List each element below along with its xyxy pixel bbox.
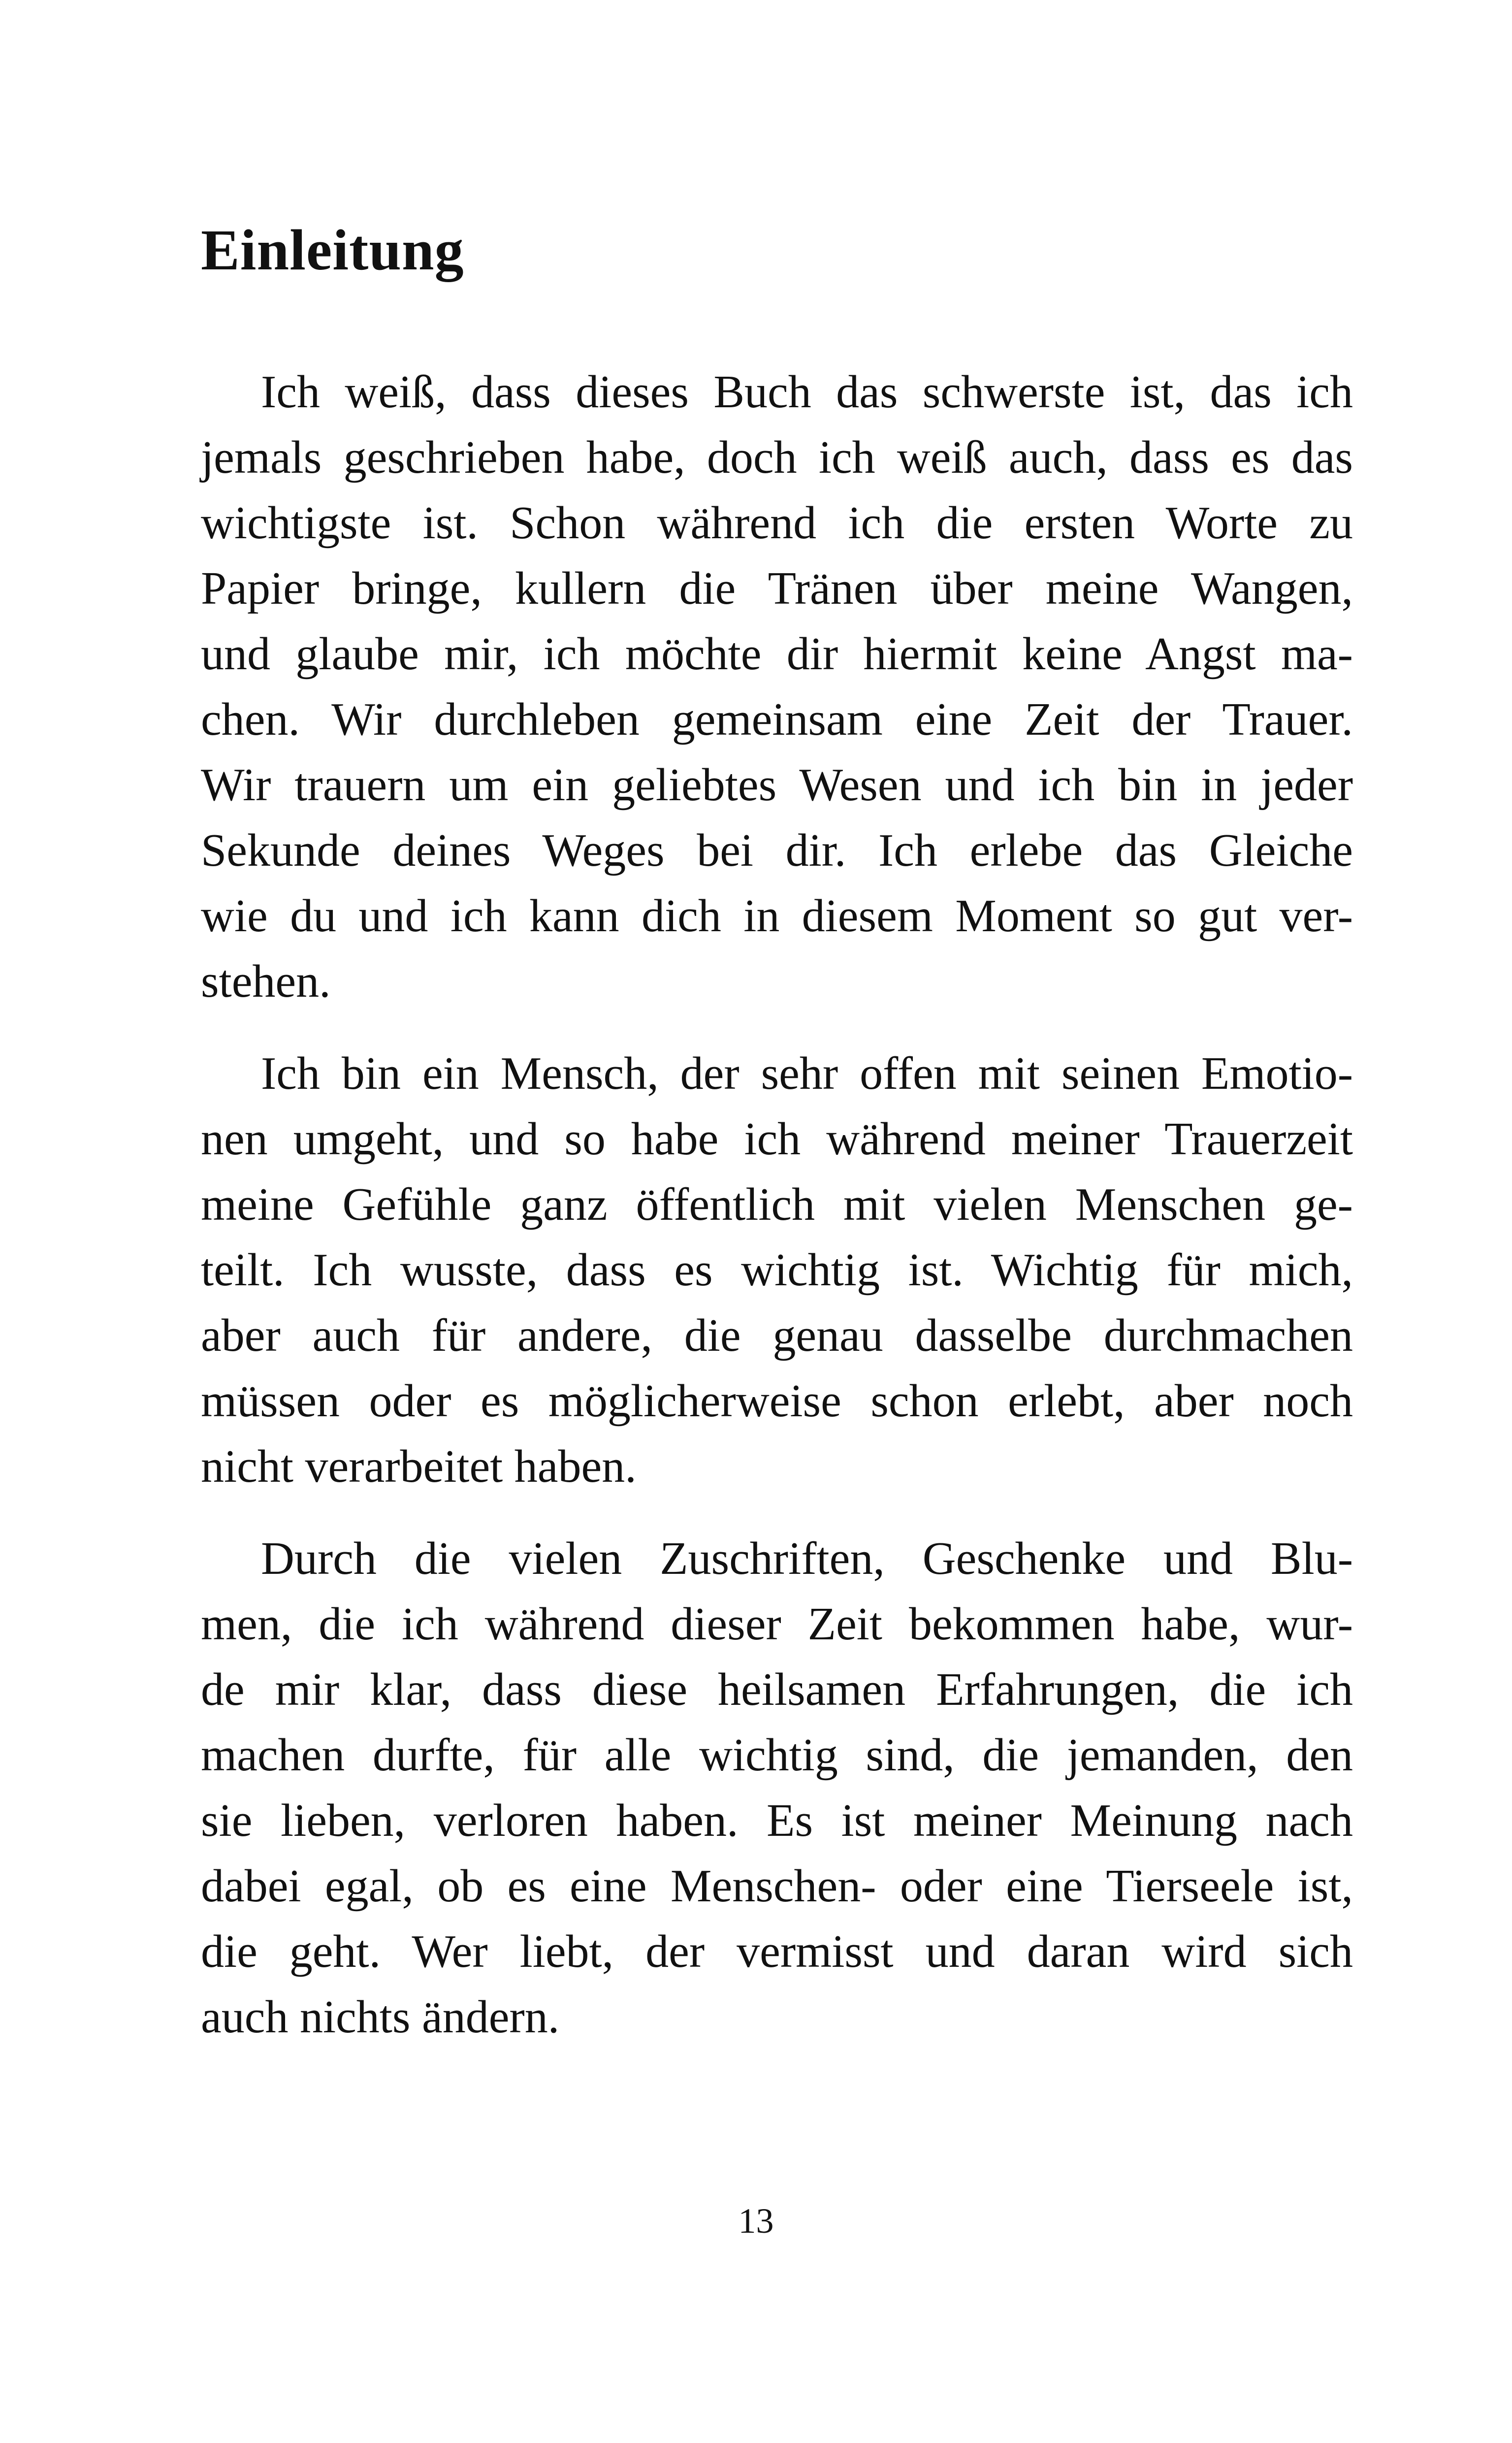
text-line: und glaube mir, ich möchte dir hiermit keine Angst ma- [201, 628, 1353, 680]
text-line: wie du und ich kann dich in diesem Moment so gut ver- [201, 890, 1353, 942]
text-line: chen. Wir durchleben gemeinsam eine Zeit der Trauer. [201, 694, 1353, 745]
text-line: Durch die vielen Zuschriften, Geschenke und Blu- [261, 1533, 1353, 1584]
text-line: Sekunde deines Weges bei dir. Ich erlebe das Gleiche [201, 825, 1353, 876]
text-line: auch nichts ändern. [201, 1991, 560, 2043]
text-line: aber auch für andere, die genau dasselbe durchmachen [201, 1310, 1353, 1361]
page-number: 13 [738, 2201, 774, 2241]
text-line: stehen. [201, 956, 331, 1007]
chapter-body [201, 359, 1353, 2077]
paragraph [201, 359, 1353, 1014]
text-line: Ich weiß, dass dieses Buch das schwerste ist, das ich [261, 366, 1353, 418]
paragraph [201, 1041, 1353, 1499]
text-line: Ich bin ein Mensch, der sehr offen mit seinen Emotio- [261, 1048, 1353, 1099]
text-line: Papier bringe, kullern die Tränen über meine Wangen, [201, 563, 1353, 614]
text-line: men, die ich während dieser Zeit bekommen habe, wur- [201, 1598, 1353, 1650]
paragraph [201, 1526, 1353, 2050]
text-line: Wir trauern um ein geliebtes Wesen und ich bin in jeder [201, 759, 1353, 811]
text-line: nicht verarbeitet haben. [201, 1441, 637, 1492]
text-line: die geht. Wer liebt, der vermisst und daran wird sich [201, 1926, 1353, 1977]
text-line: müssen oder es möglicherweise schon erlebt, aber noch [201, 1375, 1353, 1427]
text-line: meine Gefühle ganz öffentlich mit vielen Menschen ge- [201, 1179, 1353, 1230]
text-line: machen durfte, für alle wichtig sind, die jemanden, den [201, 1729, 1353, 1781]
chapter-heading: Einleitung [201, 218, 464, 282]
text-line: jemals geschrieben habe, doch ich weiß auch, dass es das [201, 432, 1353, 483]
text-line: teilt. Ich wusste, dass es wichtig ist. Wichtig für mich, [201, 1244, 1353, 1296]
text-line: de mir klar, dass diese heilsamen Erfahrungen, die ich [201, 1664, 1353, 1715]
text-line: wichtigste ist. Schon während ich die ersten Worte zu [201, 497, 1353, 549]
text-line: sie lieben, verloren haben. Es ist meiner Meinung nach [201, 1795, 1353, 1846]
text-line: dabei egal, ob es eine Menschen- oder eine Tierseele ist, [201, 1860, 1353, 1912]
text-line: nen umgeht, und so habe ich während meiner Trauerzeit [201, 1113, 1353, 1165]
